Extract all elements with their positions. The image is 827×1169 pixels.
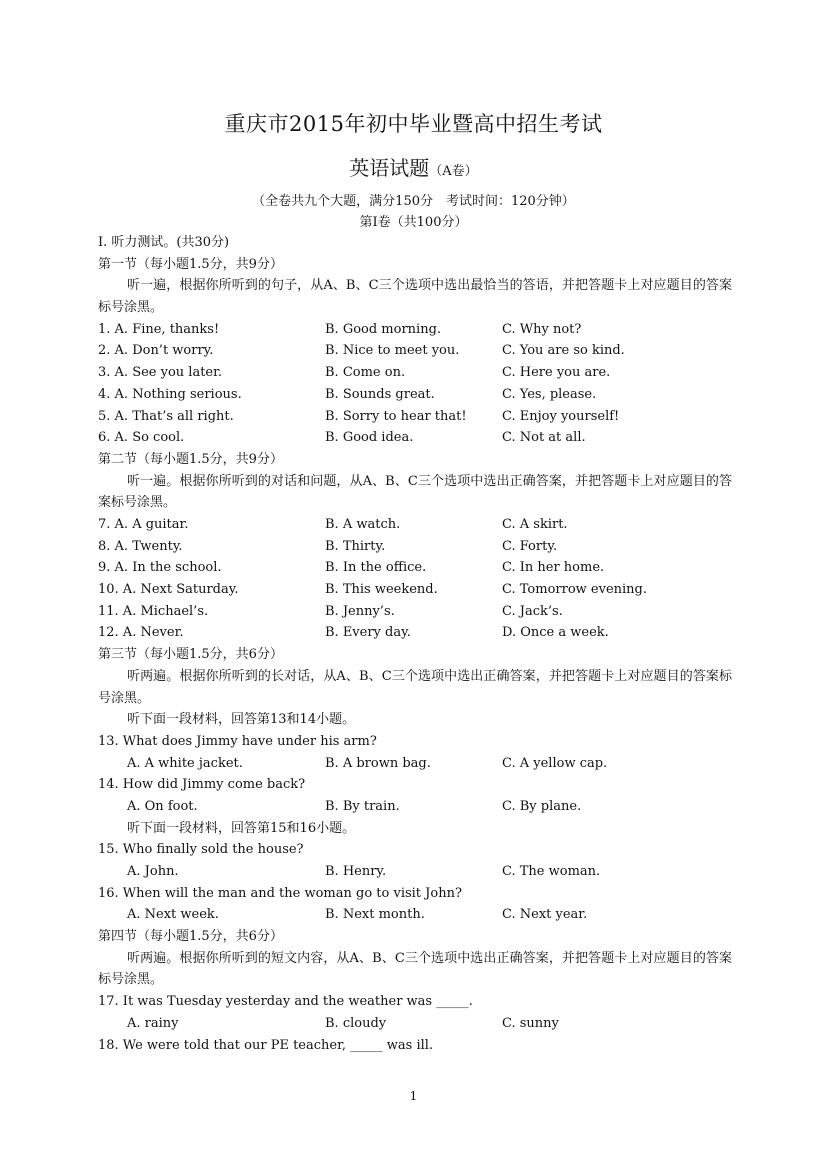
question-options <box>98 904 732 926</box>
question-row <box>98 536 732 558</box>
option-b: B. cloudy <box>325 1015 387 1031</box>
option-c: C. You are so kind. <box>502 343 625 359</box>
option-b: B. This weekend. <box>325 582 438 598</box>
question-row <box>98 557 732 579</box>
option-c: C. Yes, please. <box>502 386 597 402</box>
question-options <box>98 753 732 775</box>
option-c: C. Here you are. <box>502 365 611 381</box>
option-a: 12. A. Never. <box>98 625 184 641</box>
subsection-heading-4: 第四节（每小题1.5分，共6分） <box>98 929 283 945</box>
option-c: C. Forty. <box>502 538 558 554</box>
question-row <box>98 362 732 384</box>
option-b: B. A watch. <box>325 517 401 532</box>
exam-body <box>98 232 732 1056</box>
option-a: 2. A. Don’t worry. <box>98 343 214 359</box>
option-a: 9. A. In the school. <box>98 560 222 576</box>
instruction-2: 听一遍。根据你所听到的对话和问题，从A、B、C三个选项中选出正确答案，并把答题卡上对应题目的答案标号涂黑。 <box>98 473 732 511</box>
question-row <box>98 427 732 449</box>
material-note: 听下面一段材料，回答第15和16小题。 <box>127 820 356 836</box>
option-a: 8. A. Twenty. <box>98 538 183 554</box>
option-c: C. Tomorrow evening. <box>502 582 647 598</box>
subsection-heading-3: 第三节（每小题1.5分，共6分） <box>98 647 283 663</box>
question-row <box>98 406 732 428</box>
option-a: 11. A. Michael’s. <box>98 603 209 619</box>
option-c: C. In her home. <box>502 560 605 576</box>
option-a: A. rainy <box>127 1015 179 1031</box>
option-a: A. John. <box>127 864 179 880</box>
question-stem: 17. It was Tuesday yesterday and the weather was _____. <box>98 994 473 1010</box>
option-a: A. On foot. <box>127 798 198 814</box>
question-options <box>98 861 732 883</box>
option-c: C. A skirt. <box>502 517 568 532</box>
option-b: B. A brown bag. <box>325 755 431 771</box>
question-row <box>98 340 732 362</box>
option-a: 5. A. That’s all right. <box>98 408 234 424</box>
option-a: A. A white jacket. <box>127 755 243 771</box>
option-b: B. Jenny’s. <box>325 603 395 619</box>
option-a: 7. A. A guitar. <box>98 517 189 532</box>
option-b: B. Nice to meet you. <box>325 343 460 359</box>
option-c: C. Why not? <box>502 321 582 337</box>
material-note: 听下面一段材料，回答第13和14小题。 <box>127 712 356 728</box>
option-b: B. Good morning. <box>325 321 442 337</box>
question-stem: 14. How did Jimmy come back? <box>98 777 306 793</box>
option-b: B. Every day. <box>325 625 411 641</box>
part-heading: 第I卷（共100分） <box>359 215 468 230</box>
exam-info: （全卷共九个大题，满分150分 考试时间：120分钟） <box>252 194 575 209</box>
option-a: 4. A. Nothing serious. <box>98 386 242 402</box>
question-stem: 18. We were told that our PE teacher, _____ was ill. <box>98 1037 434 1053</box>
option-c: C. Next year. <box>502 907 588 923</box>
option-b: B. Sorry to hear that! <box>325 408 467 424</box>
page-number: 1 <box>409 1089 418 1103</box>
option-b: B. Good idea. <box>325 430 414 446</box>
option-c: C. sunny <box>502 1015 559 1031</box>
option-b: B. Henry. <box>325 864 387 880</box>
option-a: 6. A. So cool. <box>98 430 185 446</box>
option-c: C. A yellow cap. <box>502 755 608 771</box>
instruction-3: 听两遍。根据你所听到的长对话，从A、B、C三个选项中选出正确答案，并把答题卡上对应题目的答案标号涂黑。 <box>98 668 732 706</box>
question-options <box>98 1013 732 1035</box>
option-b: B. Next month. <box>325 907 425 923</box>
question-row <box>98 384 732 406</box>
option-a: 10. A. Next Saturday. <box>98 582 239 598</box>
question-row <box>98 514 732 536</box>
option-c: D. Once a week. <box>502 625 609 641</box>
option-b: B. In the office. <box>325 560 427 576</box>
subsection-heading-2: 第二节（每小题1.5分，共9分） <box>98 451 283 467</box>
subsection-heading-1: 第一节（每小题1.5分，共9分） <box>98 256 283 272</box>
option-c: C. Enjoy yourself! <box>502 408 620 424</box>
subtitle-main: 英语试题 <box>349 156 430 180</box>
option-c: C. Jack’s. <box>502 603 563 619</box>
subtitle-volume: （A卷） <box>429 164 478 179</box>
option-a: 1. A. Fine, thanks! <box>98 321 220 337</box>
option-c: C. By plane. <box>502 798 582 814</box>
option-b: B. Come on. <box>325 365 406 381</box>
instruction-1: 听一遍，根据你所听到的句子，从A、B、C三个选项中选出最恰当的答语，并把答题卡上对应题目的答案标号涂黑。 <box>98 278 732 316</box>
exam-subtitle <box>0 152 827 181</box>
option-c: C. The woman. <box>502 864 601 880</box>
question-stem: 16. When will the man and the woman go to visit John? <box>98 885 462 901</box>
question-row <box>98 579 732 601</box>
instruction-4: 听两遍。根据你所听到的短文内容，从A、B、C三个选项中选出正确答案，并把答题卡上对应题目的答案标号涂黑。 <box>98 950 732 988</box>
question-stem: 15. Who finally sold the house? <box>98 842 304 858</box>
question-row <box>98 601 732 623</box>
section-heading: I. 听力测试。(共30分) <box>98 235 230 250</box>
option-a: A. Next week. <box>127 907 219 923</box>
question-row <box>98 622 732 644</box>
question-options <box>98 796 732 818</box>
question-stem: 13. What does Jimmy have under his arm? <box>98 733 377 749</box>
option-a: 3. A. See you later. <box>98 365 223 381</box>
option-b: B. Sounds great. <box>325 386 435 402</box>
exam-title: 重庆市2015年初中毕业暨高中招生考试 <box>224 112 603 136</box>
option-b: B. Thirty. <box>325 538 386 554</box>
option-c: C. Not at all. <box>502 430 586 446</box>
question-row <box>98 319 732 341</box>
option-b: B. By train. <box>325 798 400 814</box>
